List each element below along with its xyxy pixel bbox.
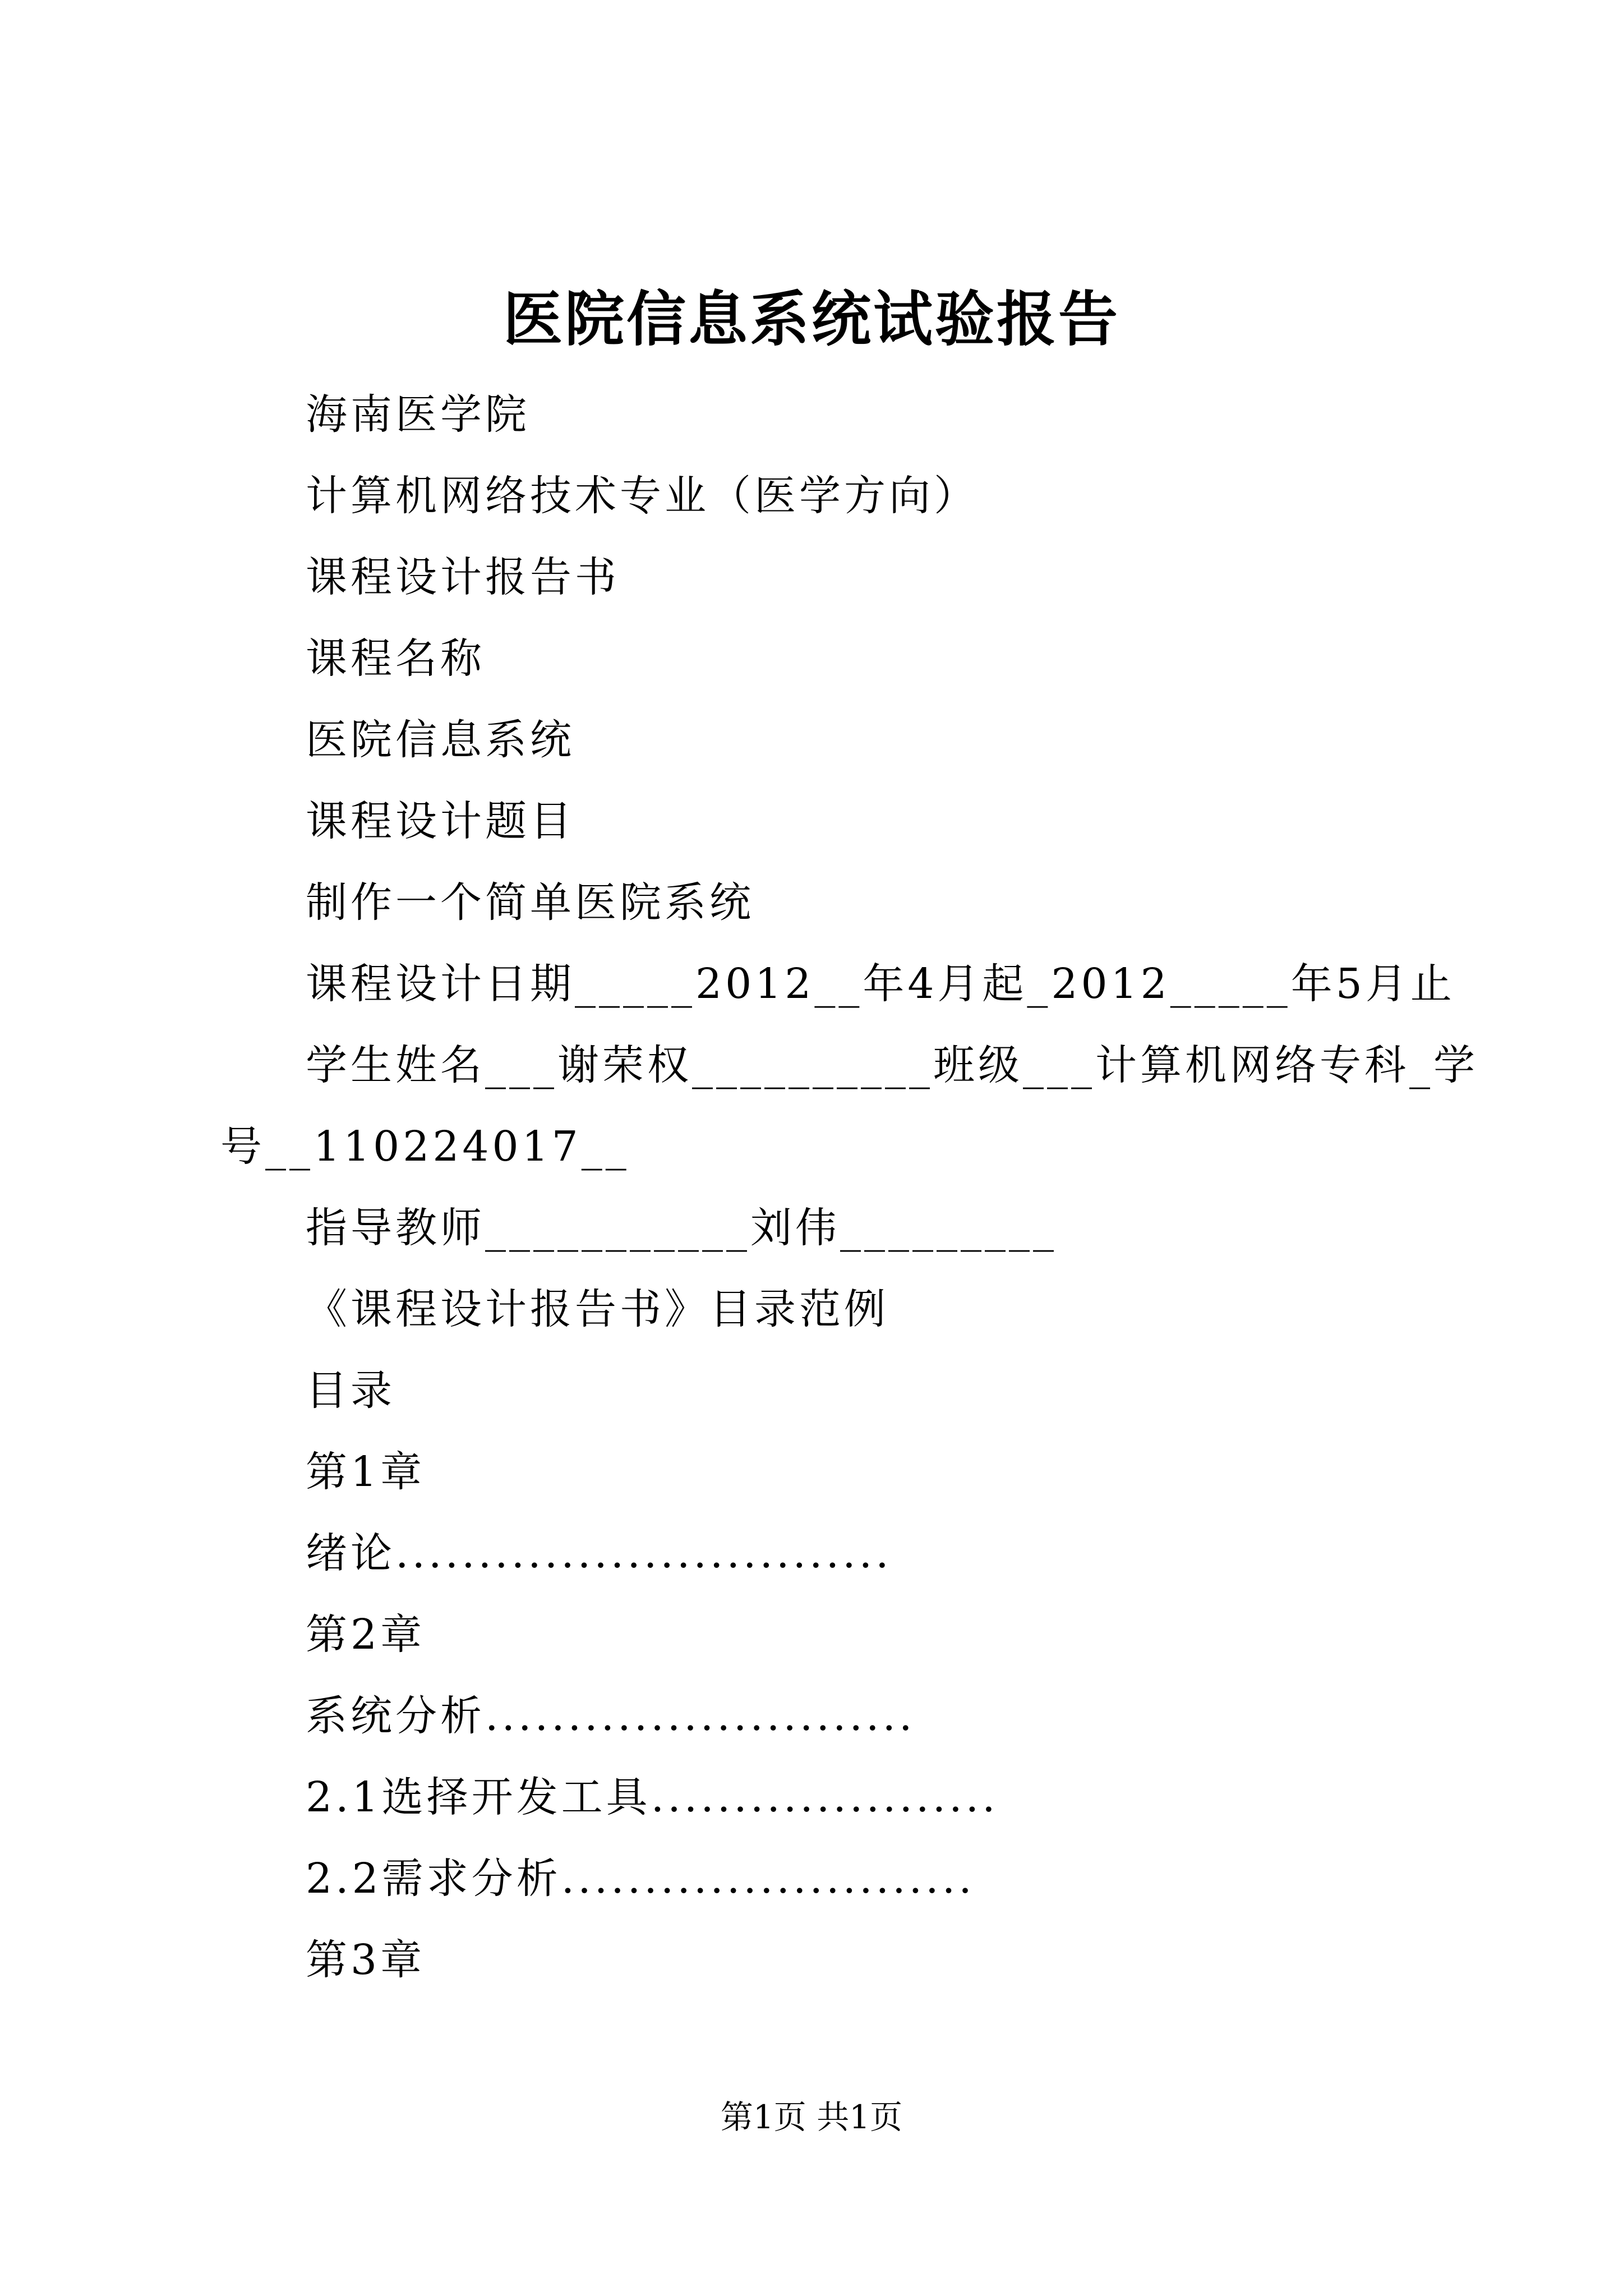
toc-chapter-3: 第3章 bbox=[306, 1936, 426, 1984]
page-footer: 第1页 共1页 bbox=[720, 2098, 903, 2136]
toc-chapter-1: 第1章 bbox=[306, 1448, 426, 1496]
text-line-topic-label: 课程设计题目 bbox=[306, 797, 575, 845]
toc-entry-requirements: 2.2需求分析......................... bbox=[306, 1855, 975, 1903]
text-line-design-date: 课程设计日期_____2012__年4月起_2012_____年5月止 bbox=[306, 960, 1455, 1008]
text-line-course-name-label: 课程名称 bbox=[306, 634, 485, 683]
text-line-student-number: 号__110224017__ bbox=[220, 1122, 630, 1171]
text-line-toc-example: 《课程设计报告书》目录范例 bbox=[306, 1285, 889, 1333]
text-line-report-book: 课程设计报告书 bbox=[306, 553, 620, 601]
toc-entry-introduction: 绪论.............................. bbox=[306, 1529, 892, 1577]
text-line-school: 海南医学院 bbox=[306, 390, 530, 439]
toc-chapter-2: 第2章 bbox=[306, 1611, 426, 1659]
text-line-course-name: 医院信息系统 bbox=[306, 716, 575, 764]
text-line-major: 计算机网络技术专业（医学方向） bbox=[306, 472, 979, 520]
toc-entry-system-analysis: 系统分析.......................... bbox=[306, 1692, 916, 1740]
text-line-topic: 制作一个简单医院系统 bbox=[306, 878, 754, 927]
toc-heading: 目录 bbox=[306, 1366, 395, 1415]
text-line-advisor: 指导教师___________刘伟_________ bbox=[306, 1204, 1057, 1252]
toc-entry-dev-tools: 2.1选择开发工具..................... bbox=[306, 1773, 999, 1821]
text-line-student-info: 学生姓名___谢荣权__________班级___计算机网络专科_学 bbox=[306, 1041, 1478, 1089]
document-title: 医院信息系统试验报告 bbox=[503, 284, 1120, 354]
